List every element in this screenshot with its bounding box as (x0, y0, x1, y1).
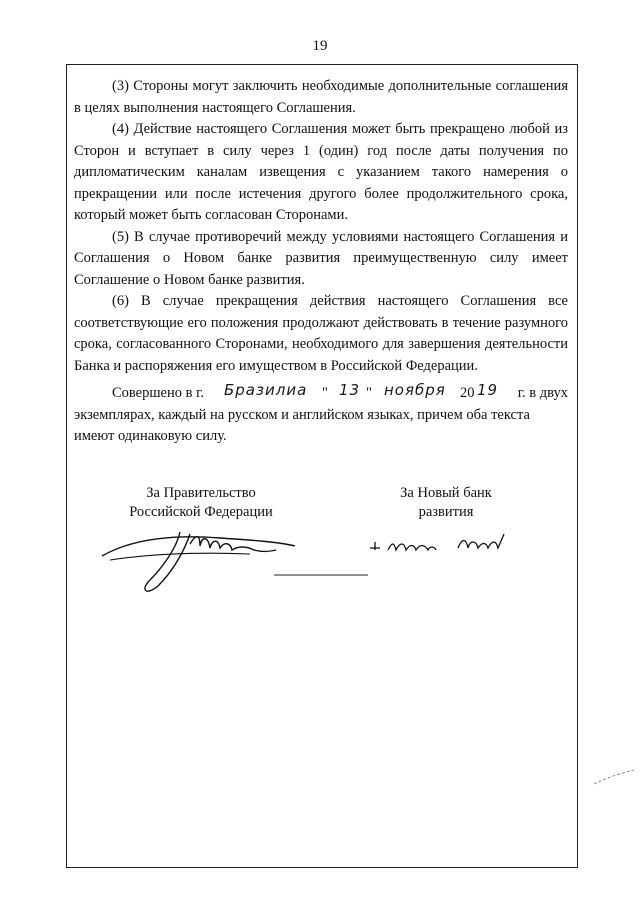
body-text (74, 76, 568, 377)
execution-suffix: г. в двух (517, 385, 568, 401)
paragraph-4: (4) Действие настоящего Соглашения может быть прекращено любой из Сторон и вступает в силу через 1 (один) год после даты получения по дипломатическим каналам извещения с указанием такого намерения о прекращении или после истечения другого более продолжительного срока, который может быть согласован Сторонами. (74, 121, 568, 223)
signatory-russia-line2: Российской Федерации (129, 504, 273, 520)
scan-artifact (592, 758, 636, 788)
signatory-ndb-line1: За Новый банк (400, 485, 492, 501)
execution-prefix: Совершено в г. (112, 385, 205, 401)
quote-close-1: " (366, 385, 372, 401)
page-number: 19 (312, 38, 328, 54)
execution-line-3: имеют одинаковую силу. (74, 428, 227, 444)
paragraph-3: (3) Стороны могут заключить необходимые дополнительные соглашения в целях выполнения настоящего Соглашения. (74, 78, 568, 116)
signatory-ndb-line2: развития (418, 504, 474, 520)
execution-line-2: экземплярах, каждый на русском и английском языках, причем оба текста (74, 406, 530, 423)
execution-clause (74, 383, 568, 448)
year-printed: 20 (460, 385, 475, 401)
quote-open-1: " (322, 385, 328, 401)
handwritten-day: 13 (339, 381, 361, 399)
paragraph-5: (5) В случае противоречий между условиями настоящего Соглашения и Соглашения о Новом банке развития преимущественную силу имеет Соглашение о Новом банке развития. (74, 228, 568, 288)
handwritten-month: ноября (384, 381, 446, 399)
handwritten-city: Бразилиа (224, 381, 308, 399)
signatory-russia-line1: За Правительство (146, 485, 256, 501)
execution-line-1 (74, 383, 568, 405)
handwritten-year: 19 (477, 381, 499, 399)
signature-ndb (366, 528, 536, 558)
signature-underline (274, 573, 368, 577)
signature-block-ndb (356, 484, 536, 522)
paragraph-6: (6) В случае прекращения действия настоящего Соглашения все соответствующие его положения продолжают действовать в течение разумного срока, согласованного Сторонами, необходимого для завершения деятельности Банка и распоряжения его имуществом в Российской Федерации. (74, 293, 568, 374)
signature-russia (90, 510, 310, 600)
